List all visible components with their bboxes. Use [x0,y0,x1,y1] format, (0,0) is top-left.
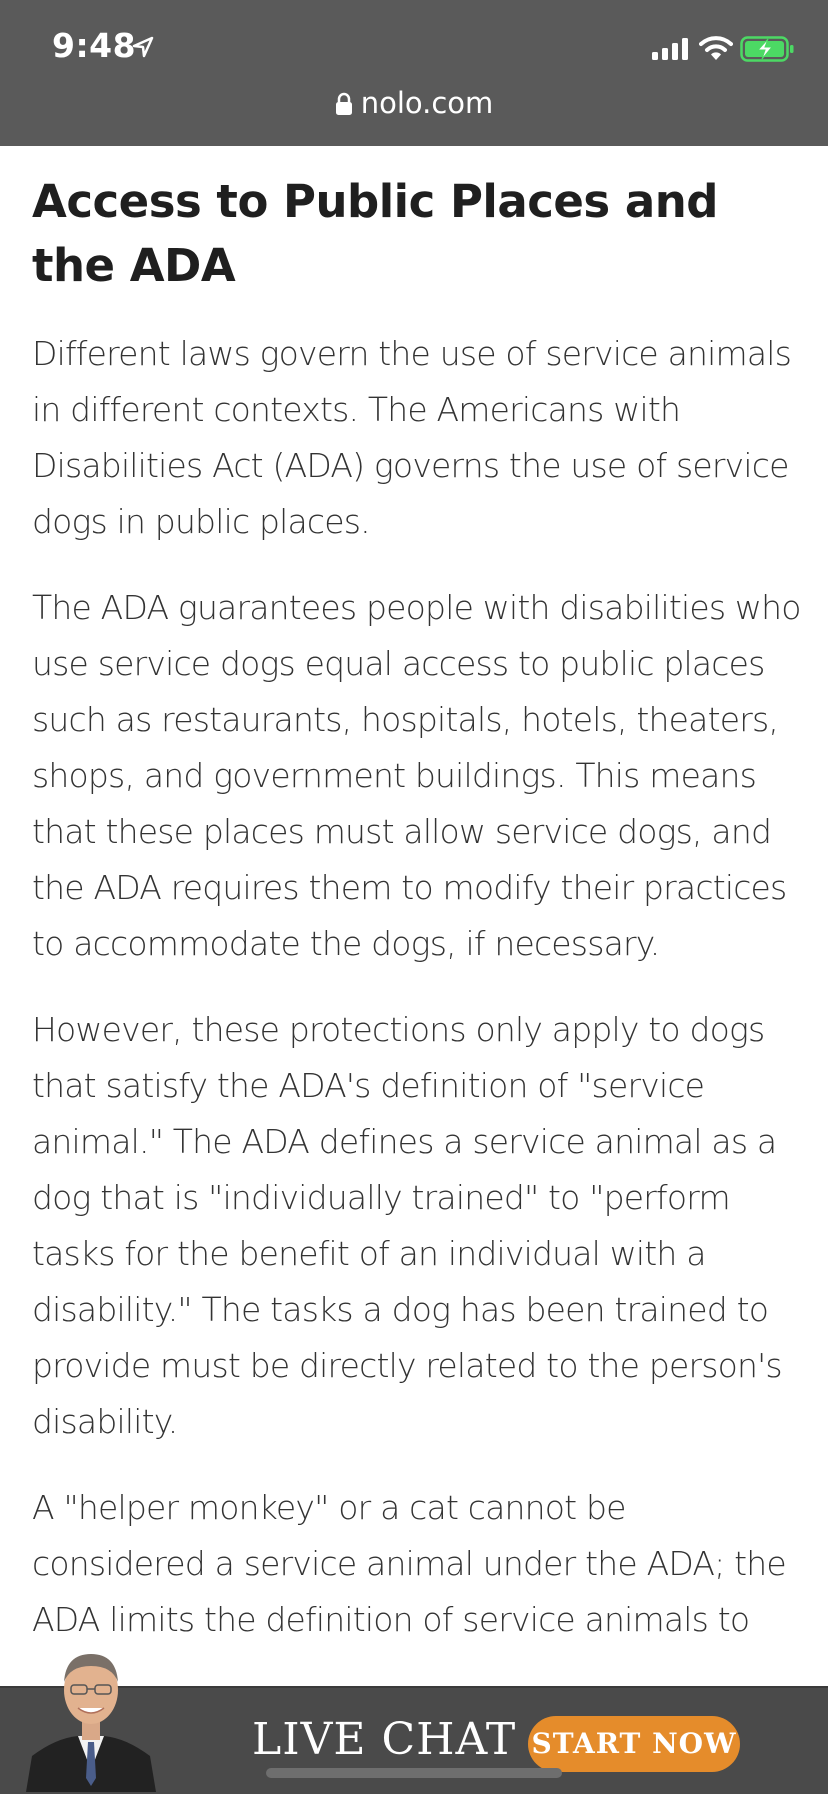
live-chat-label: LIVE CHAT [252,1714,517,1765]
location-arrow-icon [132,36,154,58]
status-time: 9:48 [52,26,137,65]
lock-icon [335,92,353,116]
start-now-button[interactable]: START NOW [528,1716,740,1772]
battery-charging-icon [740,36,796,62]
article-heading: Access to Public Places and the ADA [32,175,718,292]
article-content [32,170,802,1648]
wifi-icon [699,35,733,61]
address-bar[interactable] [0,86,828,120]
status-bar [0,0,828,146]
article-paragraph: A "helper monkey" or a cat cannot be considered a service animal under the ADA; the ADA limits the definition of service animals to [32,1488,786,1639]
url-text: nolo.com [360,86,494,120]
home-indicator[interactable] [266,1768,562,1778]
signal-icon [652,38,690,60]
article-paragraph: The ADA guarantees people with disabilities who use service dogs equal access to public places such as restaurants, hospitals, hotels, theaters, shops, and government buildings. This means that these places must allow service dogs, and the ADA requires them to modify their practices to accommodate the dogs, if necessary. [32,588,801,963]
chat-agent-avatar [26,1638,156,1792]
article-paragraph: However, these protections only apply to dogs that satisfy the ADA's definition of "service animal." The ADA defines a service animal as a dog that is "individually trained" to "perform tasks for the benefit of an individual with a disability." The tasks a dog has been trained to provide must be directly related to the person's disability. [32,1010,782,1441]
article-paragraph: Different laws govern the use of service animals in different contexts. The Americans with Disabilities Act (ADA) governs the use of service dogs in public places. [32,334,792,541]
